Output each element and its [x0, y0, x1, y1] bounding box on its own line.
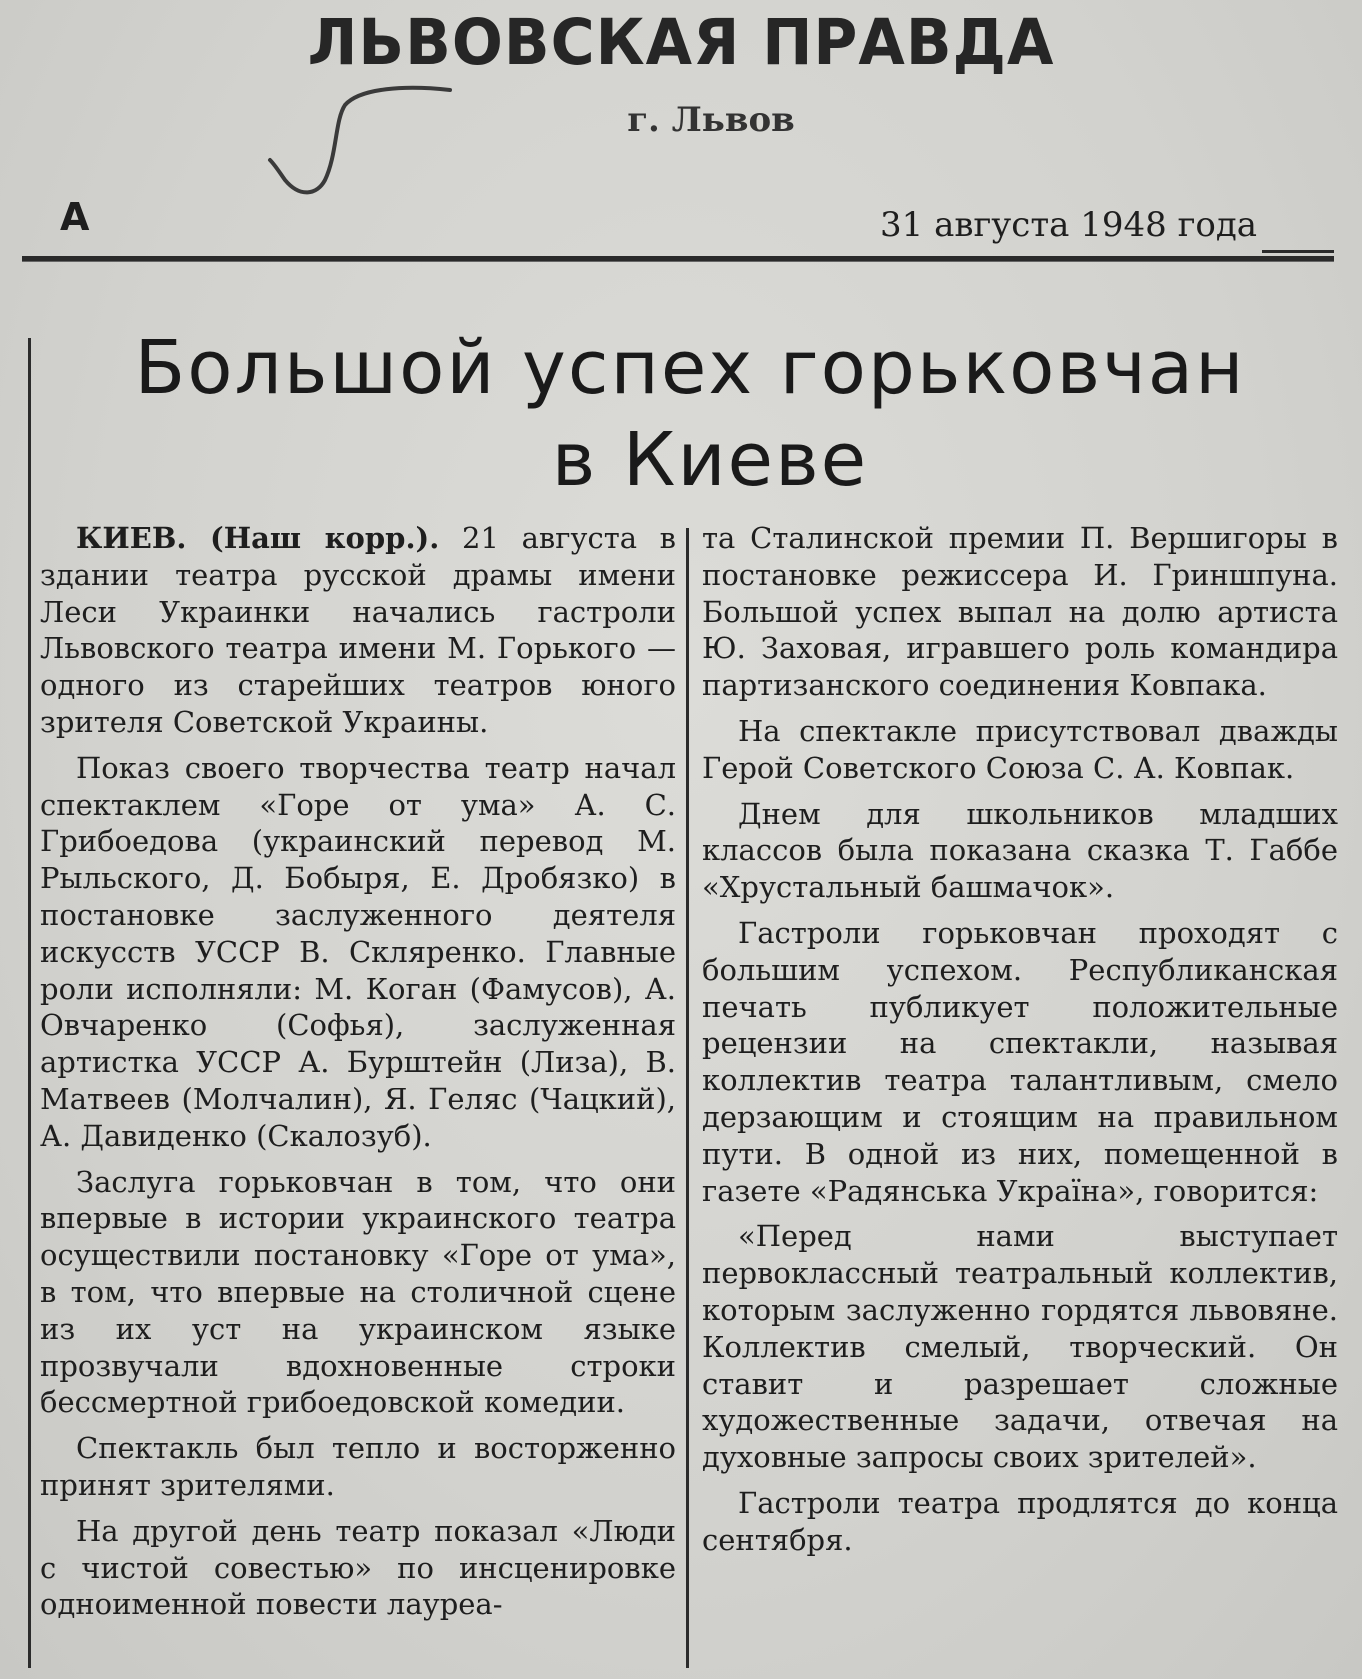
newspaper-masthead: ЛЬВОВСКАЯ ПРАВДА — [307, 6, 1055, 80]
paragraph-9-quote: «Перед нами выступает первоклассный театральный коллектив, которым заслуженно гордятся львовяне. Коллектив смелый, творческий. Он ставит и разрешает сложные художественные задачи, отвечая на духовные запросы своих зрителей». — [702, 1219, 1338, 1475]
header-rule-accent — [1262, 250, 1334, 253]
paragraph-10: Гастроли театра продлятся до конца сентября. — [702, 1485, 1338, 1557]
headline-line-2: в Киеве — [551, 417, 869, 503]
paragraph-5-continued: та Сталинской премии П. Вершигоры в постановке режиссера И. Гриншпуна. Большой успех выпал на долю артиста Ю. Заховая, игравшего роль командира партизанского соединения Ковпака. — [702, 521, 1338, 703]
article-column-1 — [40, 520, 676, 1623]
column-divider — [686, 528, 689, 1668]
header-rule — [22, 256, 1334, 262]
city-line: г. Львов — [627, 100, 795, 140]
paragraph-1-text: 21 августа в здании театра русской драмы имени Леси Украинки начались гастроли Львовского театра имени М. Горького — одного из старейших театров юного зрителя Советской Украины. — [40, 521, 676, 739]
handwritten-check-mark — [255, 80, 465, 210]
article-column-2 — [702, 520, 1338, 1568]
paragraph-2: Показ своего творчества театр начал спектаклем «Горе от ума» А. С. Грибоедова (украинский перевод М. Рыльского, Д. Бобыря, Е. Дробязко) в постановке заслуженного деятеля искусств УССР В. Скляренко. Главные роли исполняли: М. Коган (Фамусов), А. Овчаренко (Софья), заслуженная артистка УССР А. Бурштейн (Лиза), В. Матвеев (Молчалин), Я. Геляс (Чацкий), А. Давиденко (Скалозуб). — [40, 750, 676, 1153]
left-border-rule — [28, 338, 31, 1668]
paragraph-5: На другой день театр показал «Люди с чистой совестью» по инсценировке одноименной повести лауреа- — [40, 1513, 676, 1622]
issue-date: 31 августа 1948 года — [880, 205, 1258, 245]
headline-line-1: Большой успех горьковчан — [134, 325, 1246, 411]
edition-mark: А — [60, 195, 90, 239]
dateline: КИЕВ. (Наш корр.). — [76, 521, 440, 555]
paragraph-6: На спектакле присутствовал дважды Герой Советского Союза С. А. Ковпак. — [702, 713, 1338, 785]
paragraph-7: Днем для школьников младших классов была показана сказка Т. Габбе «Хрустальный башмачок». — [702, 796, 1338, 905]
article-headline — [40, 322, 1340, 506]
paragraph-3: Заслуга горьковчан в том, что они впервые в истории украинского театра осуществили постановку «Горе от ума», в том, что впервые на столичной сцене из их уст на украинском языке прозвучали вдохновенные строки бессмертной грибоедовской комедии. — [40, 1164, 676, 1420]
paragraph-4: Спектакль был тепло и восторженно принят зрителями. — [40, 1431, 676, 1502]
paragraph-1 — [40, 520, 676, 741]
paragraph-8: Гастроли горьковчан проходят с большим успехом. Республиканская печать публикует положительные рецензии на спектакли, называя коллектив театра талантливым, смело дерзающим и стоящим на правильном пути. В одной из них, помещенной в газете «Радянська Україна», говорится: — [702, 915, 1338, 1208]
